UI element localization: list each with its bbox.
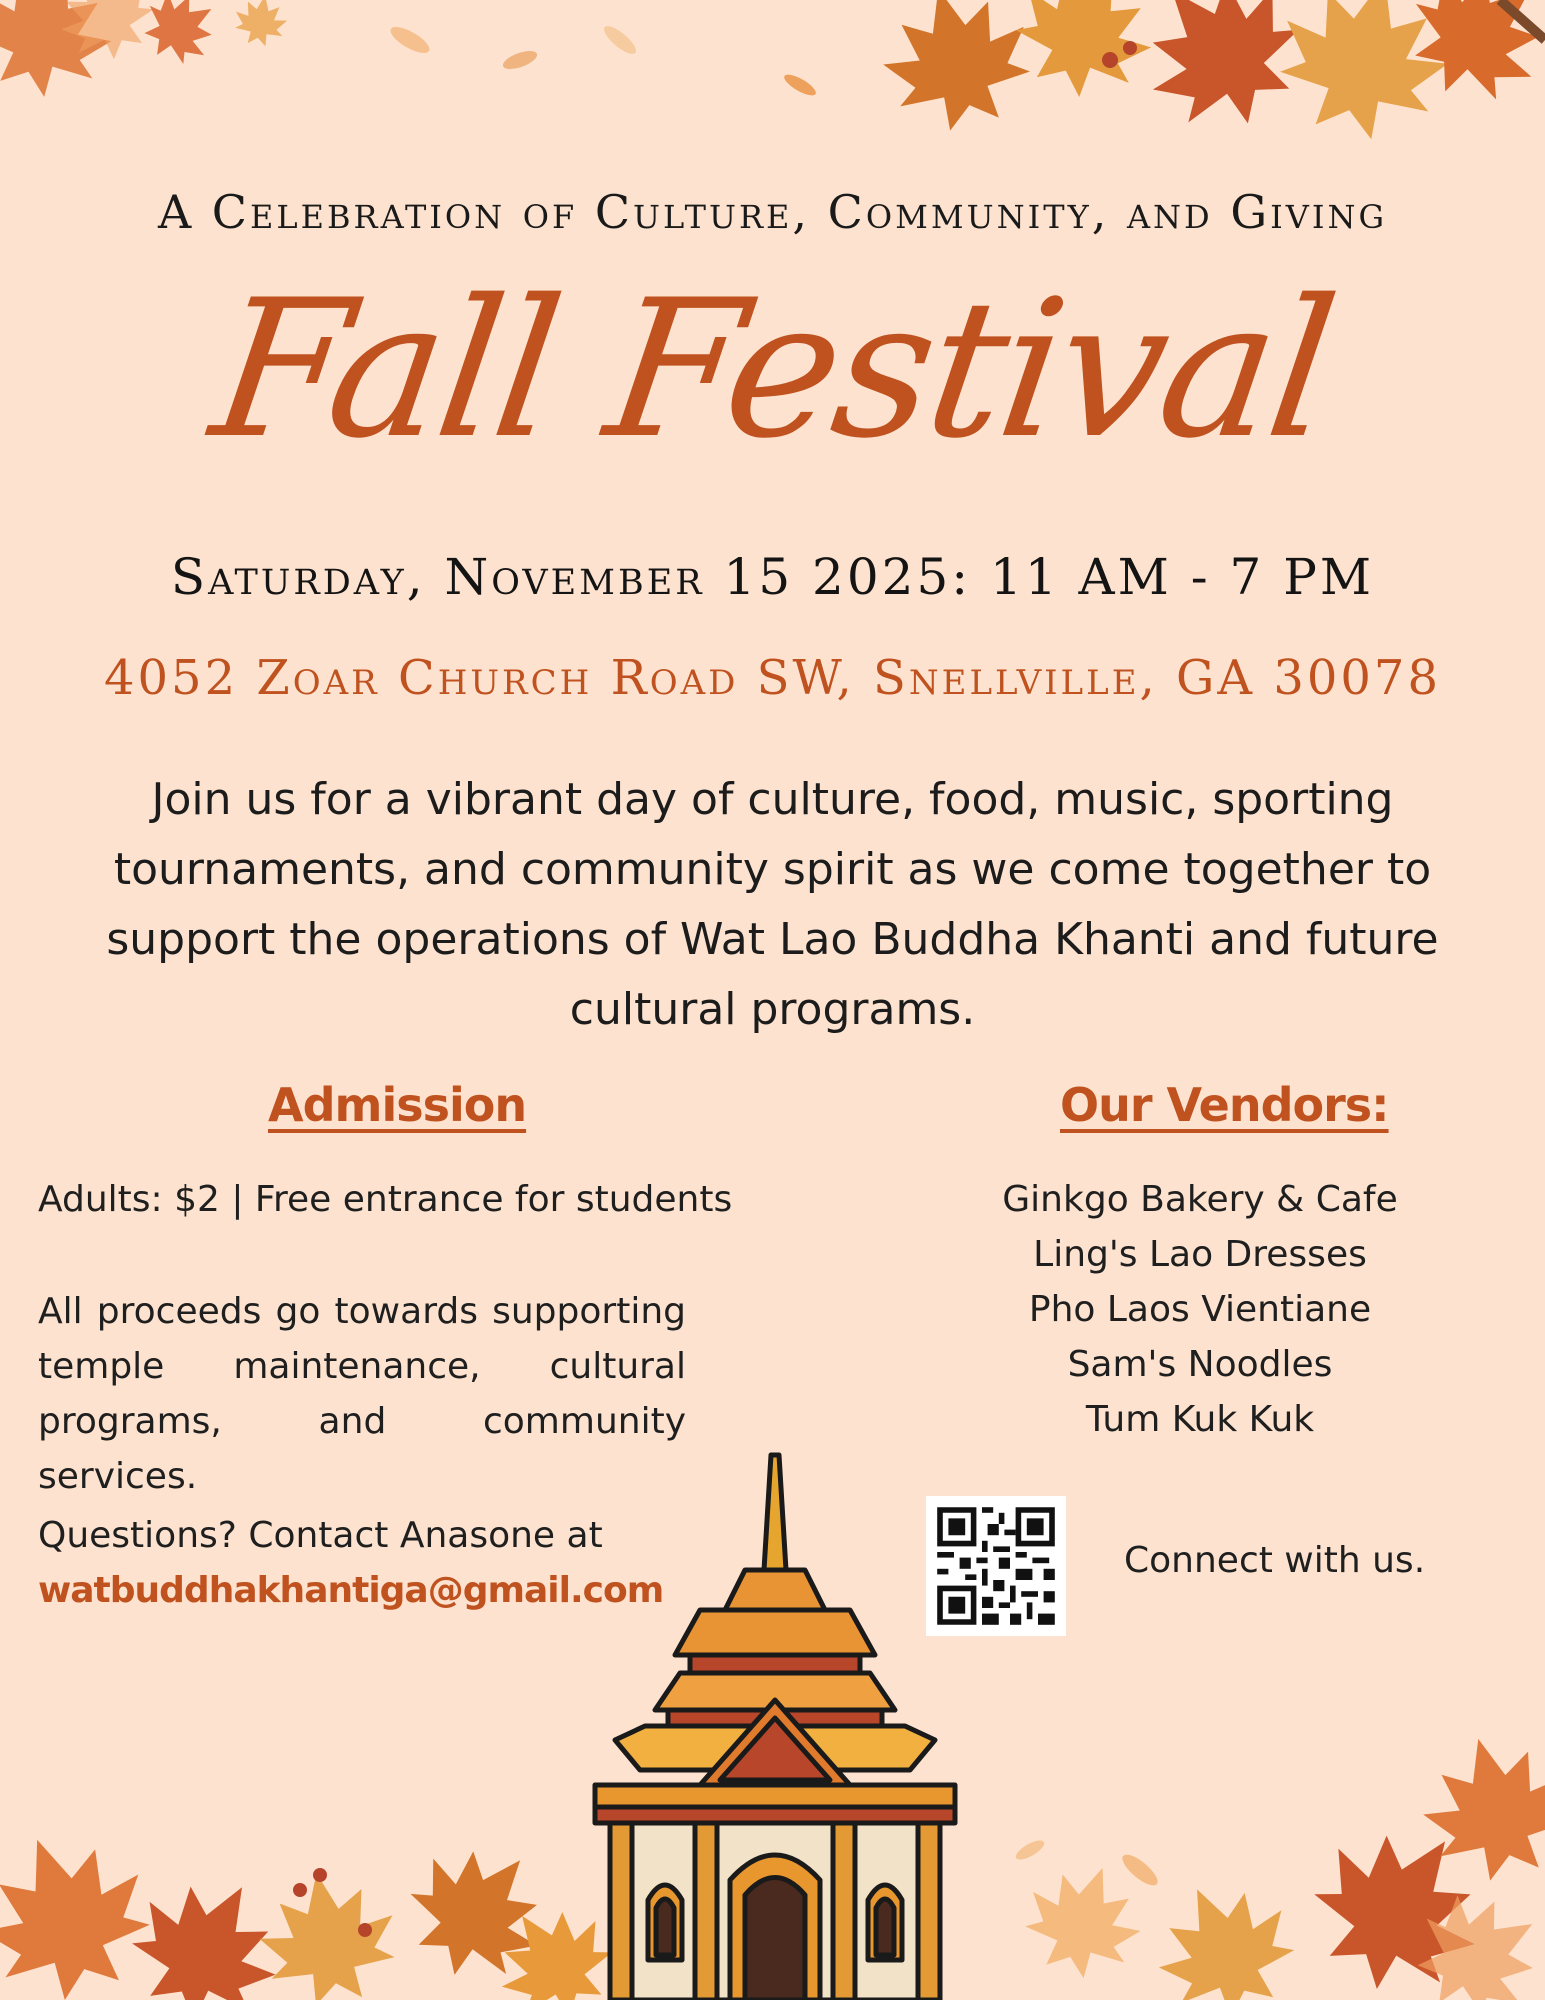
tagline: A Celebration of Culture, Community, and Giving	[157, 185, 1388, 239]
vendor-item: Pho Laos Vientiane	[1028, 1289, 1372, 1330]
vendor-item: Ginkgo Bakery & Cafe	[1002, 1179, 1398, 1220]
admission-price: Adults: $2 | Free entrance for students	[38, 1179, 733, 1220]
contact-email-link[interactable]: watbuddhakhantiga@gmail.com	[38, 1570, 664, 1611]
admission-proceeds: All proceeds go towards supporting temple maintenance, cultural programs, and community services.	[38, 1291, 686, 1497]
vendors-heading: Our Vendors:	[1060, 1078, 1389, 1132]
vendor-item: Tum Kuk Kuk	[1085, 1399, 1315, 1440]
intro-paragraph: Join us for a vibrant day of culture, food, music, sporting tournaments, and community spirit as we come together to support the operations of Wat Lao Buddha Khanti and future cultural programs.	[106, 774, 1439, 1035]
qr-code-pattern	[926, 1496, 1066, 1636]
vendor-item: Sam's Noodles	[1067, 1344, 1333, 1385]
admission-heading: Admission	[268, 1078, 527, 1132]
vendor-list	[960, 1172, 1440, 1447]
event-address: 4052 Zoar Church Road SW, Snellville, GA 30078	[103, 650, 1442, 706]
page-title: Fall Festival	[201, 259, 1345, 480]
contact-prefix: Questions? Contact Anasone at	[38, 1515, 603, 1556]
event-date-time: Saturday, November 15 2025: 11 AM - 7 PM	[170, 548, 1375, 606]
connect-label: Connect with us.	[1124, 1540, 1426, 1581]
qr-code[interactable]	[926, 1496, 1066, 1636]
vendor-item: Ling's Lao Dresses	[1033, 1234, 1367, 1275]
contact-block	[38, 1508, 663, 1618]
